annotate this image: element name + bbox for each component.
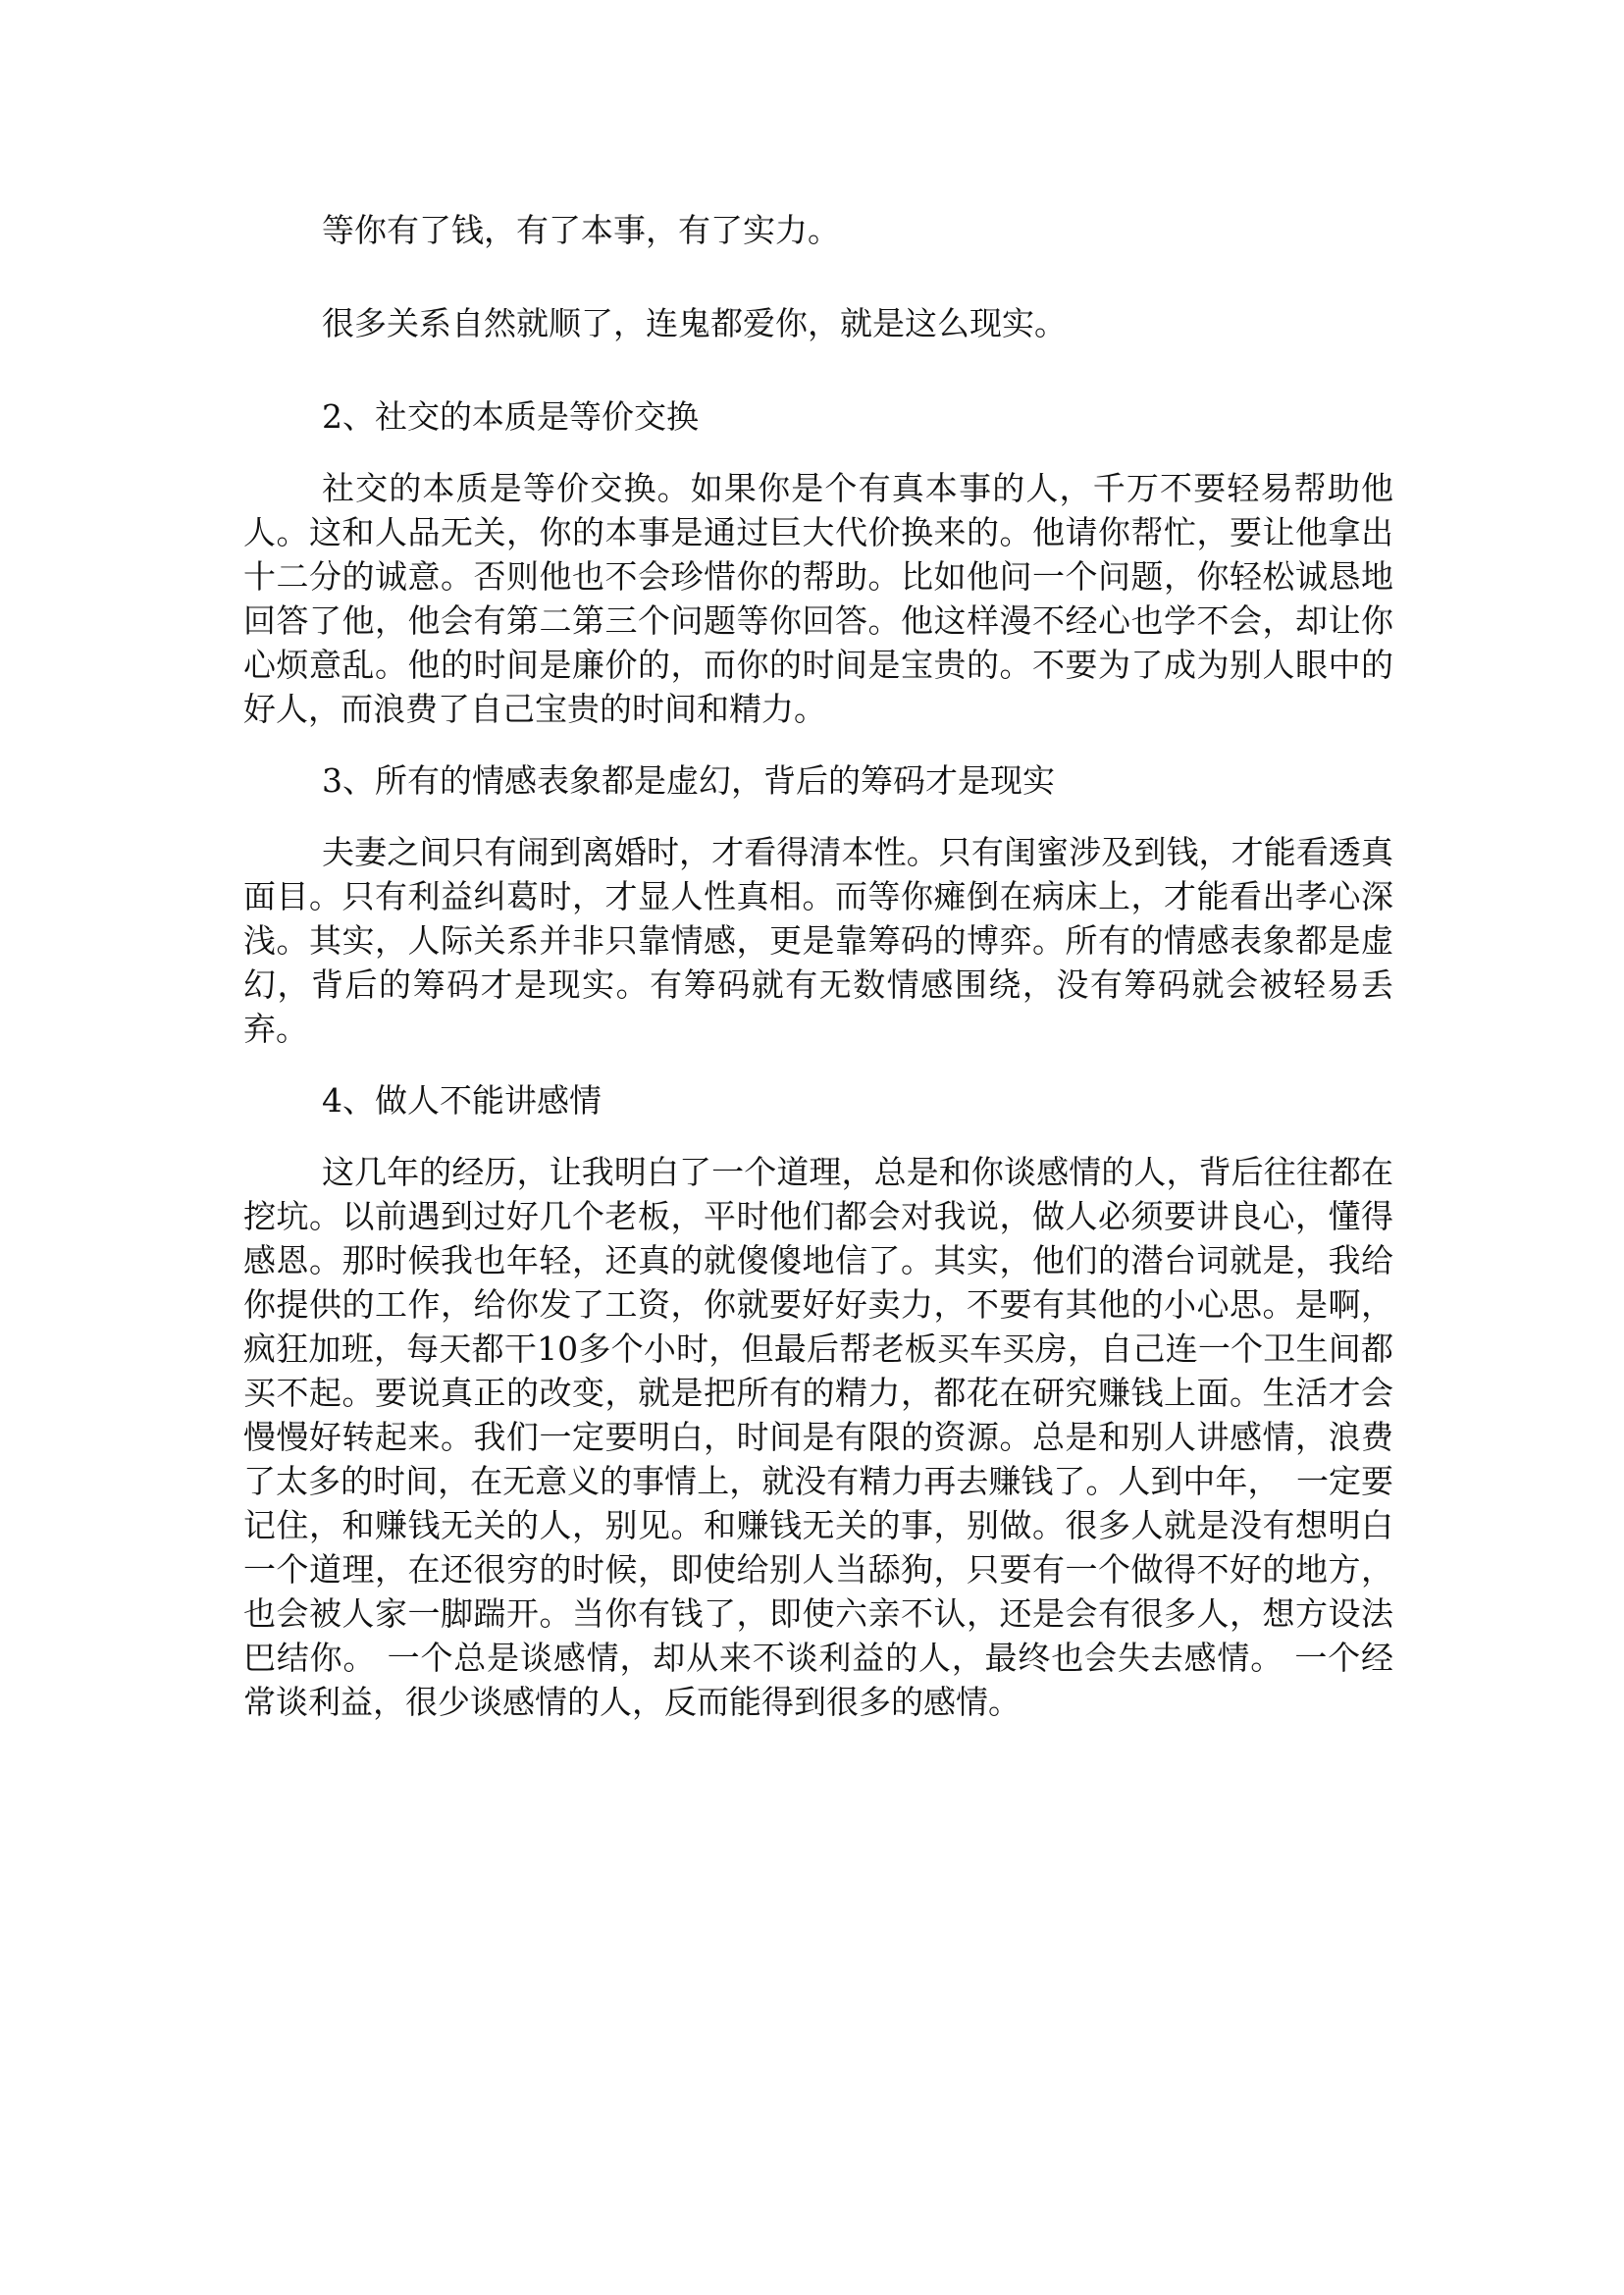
section-3-heading: 3、所有的情感表象都是虚幻，背后的筹码才是现实 bbox=[322, 761, 1055, 800]
paragraph-money-ability: 等你有了钱，有了本事，有了实力。 bbox=[322, 211, 840, 249]
section-2-heading: 2、社交的本质是等价交换 bbox=[322, 397, 699, 436]
section-4-paragraph: 这几年的经历，让我明白了一个道理，总是和你谈感情的人，背后往往都在挖坑。以前遇到过好几个老板，平时他们都会对我说，做人必须要讲良心，懂得感恩。那时候我也年轻，还真的就傻傻地信了。其实，他们的潜台词就是，我给你提供的工作，给你发了工资，你就要好好卖力，不要有其他的小心思。是啊，疯狂加班，每天都干10多个小时，但最后帮老板买车买房，自己连一个卫生间都买不起。要说真正的改变，就是把所有的精力，都花在研究赚钱上面。生活才会慢慢好转起来。我们一定要明白，时间是有限的资源。总是和别人讲感情，浪费了太多的时间，在无意义的事情上，就没有精力再去赚钱了。人到中年， 一定要记住，和赚钱无关的人，别见。和赚钱无关的事，别做。很多人就是没有想明白一个道理，在还很穷的时候，即使给别人当舔狗，只要有一个做得不好的地方，也会被人家一脚踹开。当你有钱了，即使六亲不认，还是会有很多人，想方设法巴结你。 一个总是谈感情，却从来不谈利益的人，最终也会失去感情。 一个经常谈利益，很少谈感情的人，反而能得到很多的感情。 bbox=[243, 1153, 1393, 1721]
section-4-heading: 4、做人不能讲感情 bbox=[322, 1081, 602, 1120]
section-2-paragraph: 社交的本质是等价交换。如果你是个有真本事的人，千万不要轻易帮助他人。这和人品无关，你的本事是通过巨大代价换来的。他请你帮忙，要让他拿出十二分的诚意。否则他也不会珍惜你的帮助。比如他问一个问题，你轻松诚恳地回答了他，他会有第二第三个问题等你回答。他这样漫不经心也学不会，却让你心烦意乱。他的时间是廉价的，而你的时间是宝贵的。不要为了成为别人眼中的好人，而浪费了自己宝贵的时间和精力。 bbox=[243, 469, 1393, 728]
paragraph-relationships-reality: 很多关系自然就顺了，连鬼都爱你，就是这么现实。 bbox=[322, 304, 1067, 342]
document-body bbox=[243, 208, 1393, 1751]
section-3-paragraph: 夫妻之间只有闹到离婚时，才看得清本性。只有闺蜜涉及到钱，才能看透真面目。只有利益纠葛时，才显人性真相。而等你瘫倒在病床上，才能看出孝心深浅。其实，人际关系并非只靠情感，更是靠筹码的博弈。所有的情感表象都是虚幻，背后的筹码才是现实。有筹码就有无数情感围绕，没有筹码就会被轻易丢弃。 bbox=[243, 833, 1393, 1048]
